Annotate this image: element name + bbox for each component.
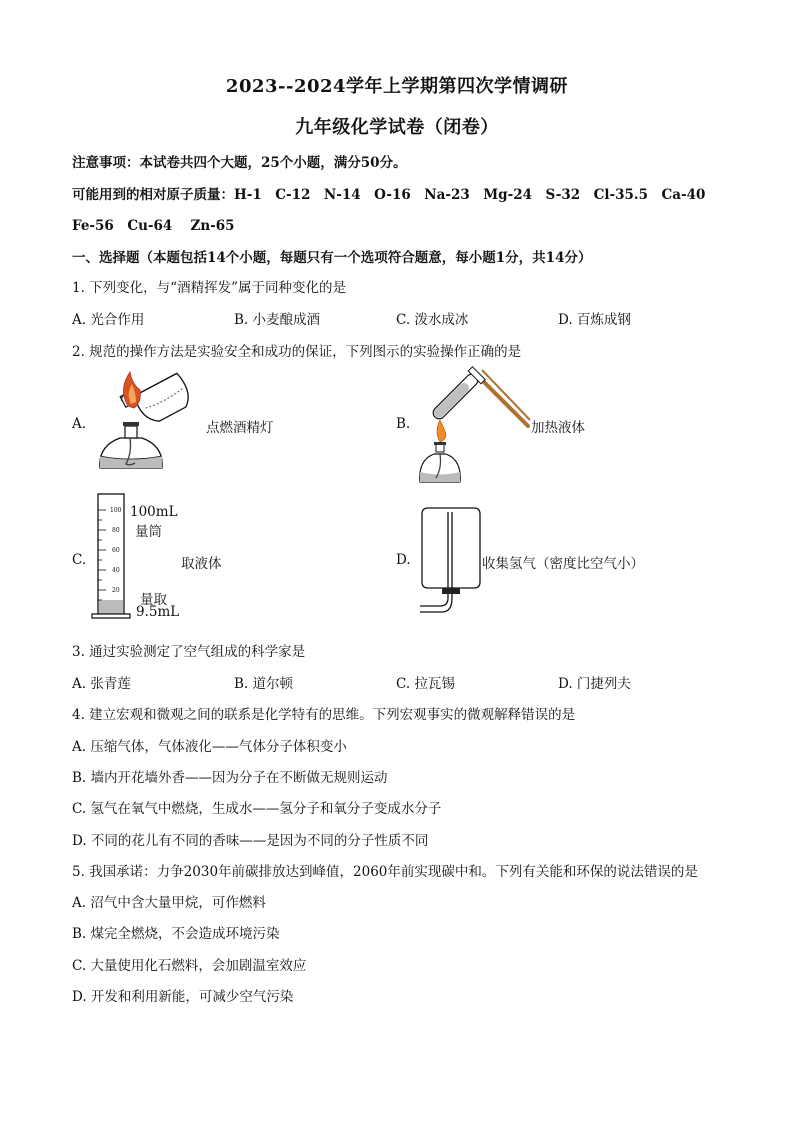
notice-text: 注意事项：本试卷共四个大题，25个小题，满分50分。 [72,155,407,171]
q5-option-c: C. 大量使用化石燃料，会加剧温室效应 [72,958,307,974]
q3-option-c: C. 拉瓦锡 [396,676,455,692]
q2-c-cylinder-name: 量筒 [135,524,162,540]
q2-a-figure [90,368,220,486]
q2-a-letter: A. [72,416,87,432]
q1-stem: 1. 下列变化，与“酒精挥发”属于同种变化的是 [72,280,346,296]
q3-stem: 3. 通过实验测定了空气组成的科学家是 [72,644,306,660]
q2-b-letter: B. [396,416,411,432]
q2-c-cylinder-volume: 100mL [130,504,178,520]
q4-option-b: B. 墙内开花墙外香——因为分子在不断做无规则运动 [72,770,388,786]
atomic-masses-cont: Fe-56 Cu-64 Zn-65 [72,218,235,234]
q3-option-d: D. 门捷列夫 [558,676,631,692]
q1-option-a: A. 光合作用 [72,312,145,328]
q2-c-measure-amount: 9.5mL [136,604,180,620]
q5-option-b: B. 煤完全燃烧，不会造成环境污染 [72,926,280,942]
cyl-tick-60: 60 [112,547,120,554]
q1-option-d: D. 百炼成钢 [558,312,631,328]
q1-option-c: C. 泼水成冰 [396,312,469,328]
q5-stem: 5. 我国承诺：力争2030年前碳排放达到峰值，2060年前实现碳中和。下列有关能和环保的说法错误的是 [72,864,698,880]
exam-title: 2023--2024学年上学期第四次学情调研 [225,76,569,97]
q2-a-caption: 点燃酒精灯 [206,420,274,436]
atomic-masses: 可能用到的相对原子质量：H-1 C-12 N-14 O-16 Na-23 Mg-24 S-32 Cl-35.5 Ca-40 [72,187,706,203]
cyl-tick-100: 100 [110,507,122,514]
q2-b-figure [412,364,532,488]
q2-c-caption: 取液体 [181,556,222,572]
q1-option-b: B. 小麦酿成酒 [234,312,321,328]
q2-d-letter: D. [396,552,411,568]
q3-option-a: A. 张青莲 [72,676,131,692]
section-heading: 一、选择题（本题包括14个小题，每题只有一个选项符合题意，每小题1分，共14分） [72,250,592,266]
cyl-tick-20: 20 [112,587,120,594]
cyl-tick-40: 40 [112,567,120,574]
q2-stem: 2. 规范的操作方法是实验安全和成功的保证，下列图示的实验操作正确的是 [72,344,522,360]
exam-subtitle: 九年级化学试卷（闭卷） [295,117,499,138]
q4-option-c: C. 氢气在氧气中燃烧，生成水——氢分子和氧分子变成水分子 [72,801,442,817]
q2-c-measure-label: 量取 [140,592,167,608]
q4-option-d: D. 不同的花儿有不同的香味——是因为不同的分子性质不同 [72,833,429,849]
cyl-tick-80: 80 [112,527,120,534]
q4-option-a: A. 压缩气体，气体液化——气体分子体积变小 [72,739,347,755]
q3-option-b: B. 道尔顿 [234,676,294,692]
q2-b-caption: 加热液体 [531,420,585,436]
q2-c-letter: C. [72,552,87,568]
q2-d-caption: 收集氢气（密度比空气小） [482,556,644,572]
q5-option-d: D. 开发和利用新能，可减少空气污染 [72,989,294,1005]
q4-stem: 4. 建立宏观和微观之间的联系是化学特有的思维。下列宏观事实的微观解释错误的是 [72,707,576,723]
q2-d-figure [414,502,488,620]
q5-option-a: A. 沼气中含大量甲烷，可作燃料 [72,895,266,911]
